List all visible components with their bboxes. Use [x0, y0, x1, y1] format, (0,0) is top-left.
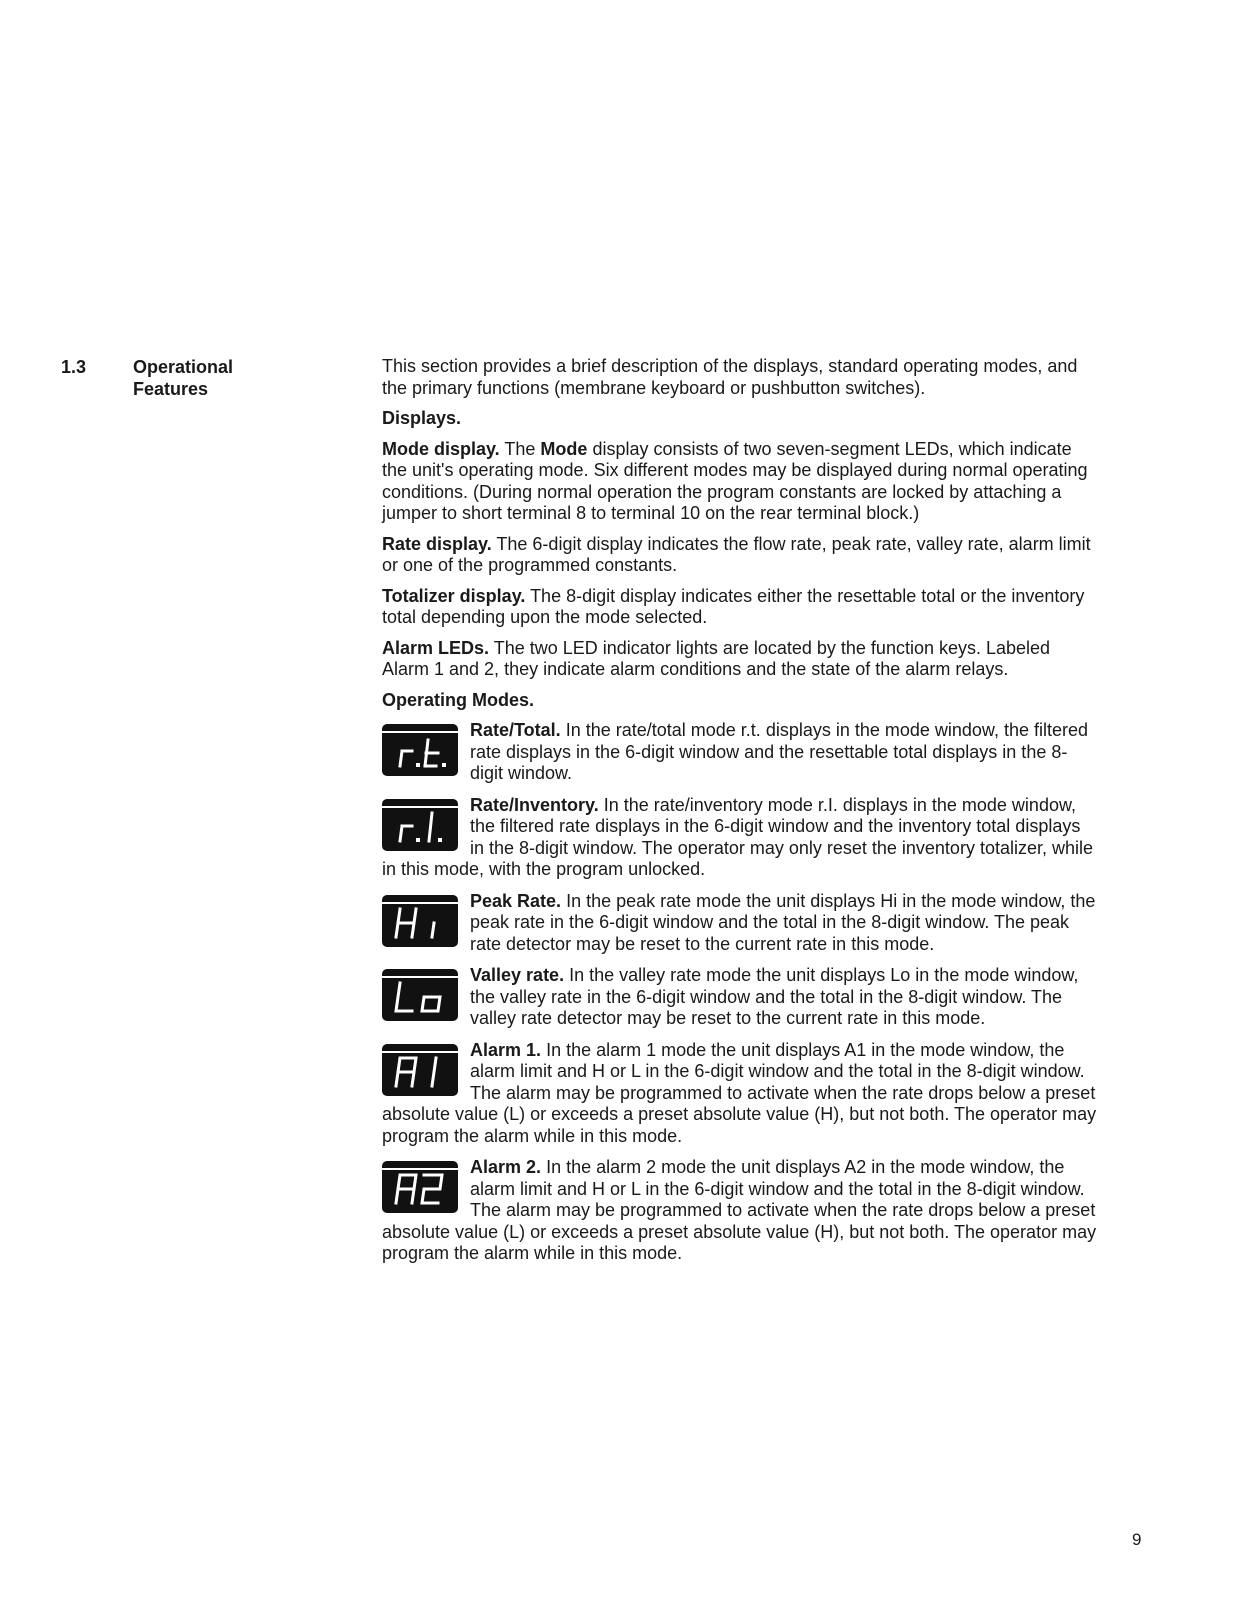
totalizer-display-paragraph	[382, 586, 1097, 629]
section-title-line1: Operational	[133, 357, 234, 377]
totalizer-display-text: The 8-digit display indicates either the resettable total or the inventory total depending upon the mode selected.	[382, 585, 1085, 627]
hi-mode-icon	[382, 895, 458, 947]
mode-display-paragraph	[382, 439, 1097, 525]
mode-rate-inventory	[382, 795, 1097, 881]
mode-rate-total	[382, 720, 1097, 785]
lo-mode-icon	[382, 969, 458, 1021]
mode-rate-total-text: In the rate/total mode r.t. displays in the mode window, the filtered rate displays in the 6-digit window and the resettable total displays in the 8-digit window.	[470, 720, 1088, 783]
mode-rate-inventory-text: In the rate/inventory mode r.I. displays in the mode window, the filtered rate displays in the 6-digit window and the inventory total displays in the 8-digit window. The operator may only reset the inventory totalizer, while in this mode, with the program unlocked.	[382, 794, 1093, 879]
mode-peak-rate-text: In the peak rate mode the unit displays Hi in the mode window, the peak rate in the 6-digit window and the total in the 8-digit window. The peak rate detector may be reset to the current rate in this mode.	[470, 890, 1096, 954]
rt-mode-icon	[382, 724, 458, 776]
section-body	[382, 356, 1097, 1275]
a1-mode-icon	[382, 1044, 458, 1096]
rate-display-lead: Rate display.	[382, 533, 492, 554]
mode-alarm-1-text: In the alarm 1 mode the unit displays A1 in the mode window, the alarm limit and H or L in the 6-digit window and the total in the 8-digit window. The alarm may be programmed to activate when the rate drops below a preset absolute value (L) or exceeds a preset absolute value (H), but not both. The operator may program the alarm while in this mode.	[382, 1039, 1097, 1146]
mode-rate-inventory-lead: Rate/Inventory.	[470, 794, 599, 815]
mode-alarm-2-lead: Alarm 2.	[470, 1157, 542, 1177]
section-number: 1.3	[61, 357, 87, 377]
mode-alarm-1-lead: Alarm 1.	[470, 1039, 542, 1060]
mode-peak-rate	[382, 891, 1097, 956]
section-title	[133, 356, 333, 400]
page-number: 9	[1132, 1530, 1142, 1549]
alarm-leds-text: The two LED indicator lights are located by the function keys. Labeled Alarm 1 and 2, they indicate alarm conditions and the state of the alarm relays.	[382, 637, 1051, 679]
mode-valley-rate-lead: Valley rate.	[470, 965, 565, 985]
a2-mode-icon	[382, 1161, 458, 1213]
mode-rate-total-lead: Rate/Total.	[470, 720, 561, 740]
mode-display-lead: Mode display.	[382, 438, 500, 459]
rate-display-paragraph	[382, 534, 1097, 577]
totalizer-display-lead: Totalizer display.	[382, 585, 526, 606]
mode-valley-rate	[382, 965, 1097, 1030]
mode-valley-rate-text: In the valley rate mode the unit displays Lo in the mode window, the valley rate in the 6-digit window and the total in the 8-digit window. The valley rate detector may be reset to the current rate in this mode.	[470, 965, 1079, 1028]
alarm-leds-lead: Alarm LEDs.	[382, 637, 490, 658]
mode-display-text2: display consists of two seven-segment LEDs, which indicate the unit's operating mode. Six different modes may be displayed during normal operating conditions. (During normal operation the program constants are locked by attaching a jumper to short terminal 8 to terminal 10 on the rear terminal block.)	[382, 438, 1088, 523]
ri-mode-icon	[382, 799, 458, 851]
mode-peak-rate-lead: Peak Rate.	[470, 890, 562, 911]
mode-display-text1: The	[504, 438, 536, 459]
intro-paragraph: This section provides a brief description of the displays, standard operating modes, and the primary functions (membrane keyboard or pushbutton switches).	[382, 356, 1078, 398]
mode-alarm-2	[382, 1157, 1097, 1265]
mode-alarm-1	[382, 1040, 1097, 1148]
rate-display-text: The 6-digit display indicates the flow rate, peak rate, valley rate, alarm limit or one of the programmed constants.	[382, 533, 1091, 575]
section-title-line2: Features	[133, 379, 209, 399]
displays-heading: Displays.	[382, 408, 462, 428]
mode-display-bold: Mode	[540, 438, 588, 459]
mode-alarm-2-text: In the alarm 2 mode the unit displays A2 in the mode window, the alarm limit and H or L in the 6-digit window and the total in the 8-digit window. The alarm may be programmed to activate when the rate drops below a preset absolute value (L) or exceeds a preset absolute value (H), but not both. The operator may program the alarm while in this mode.	[382, 1157, 1097, 1263]
operating-modes-heading: Operating Modes.	[382, 689, 535, 710]
alarm-leds-paragraph	[382, 638, 1097, 681]
